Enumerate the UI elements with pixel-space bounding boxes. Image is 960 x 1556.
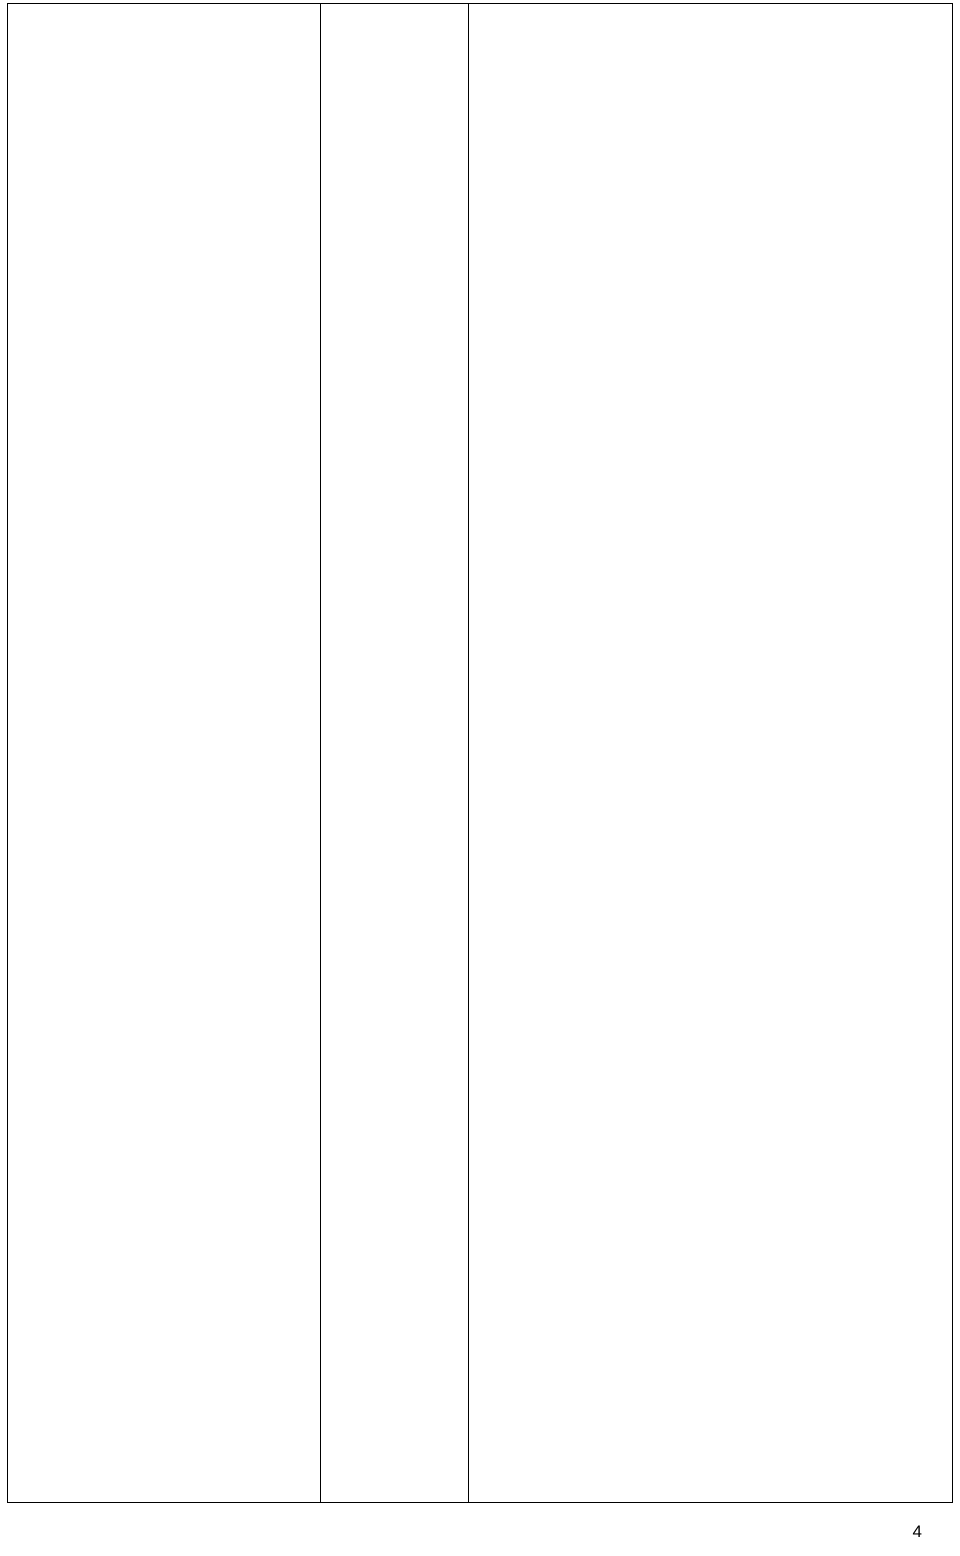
spec-table [7,3,953,1503]
column-divider [320,4,321,1502]
page-number: 4 [912,1522,922,1541]
column-divider [468,4,469,1502]
